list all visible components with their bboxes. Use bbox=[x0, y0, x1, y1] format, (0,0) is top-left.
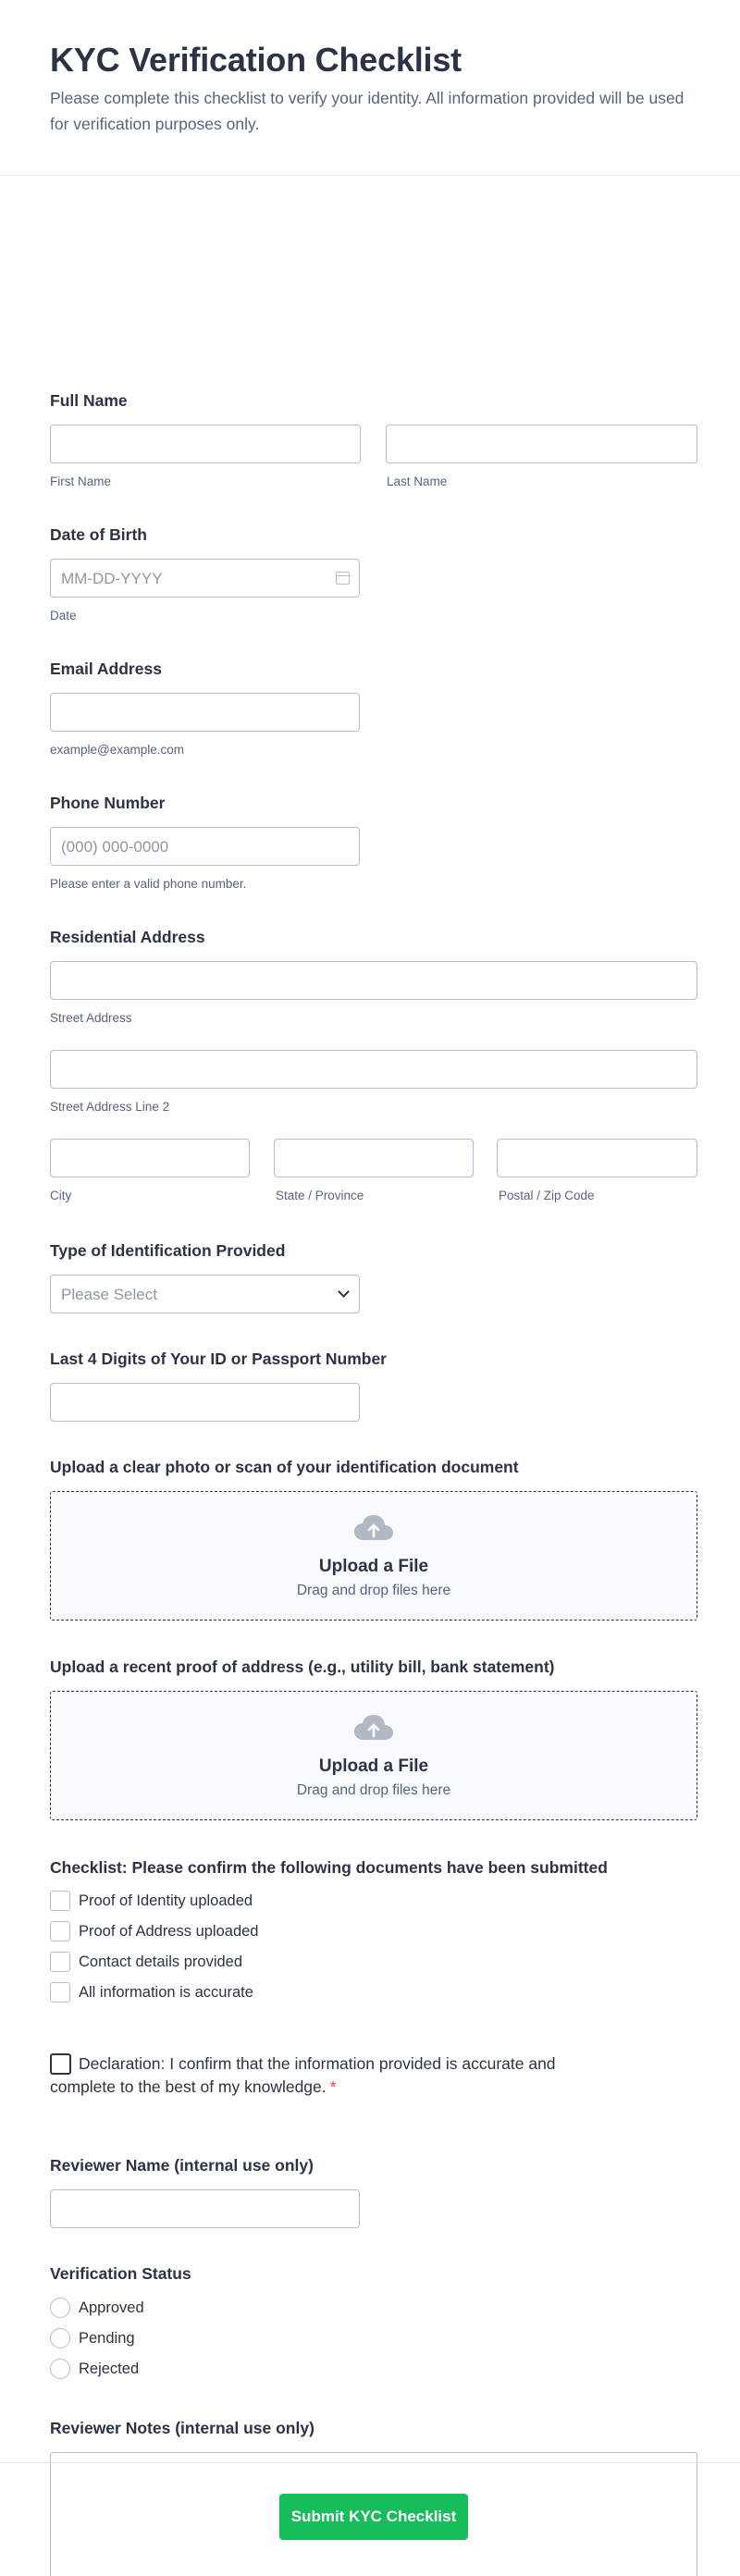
city-sublabel: City bbox=[50, 1189, 72, 1202]
street-address-line2-sublabel: Street Address Line 2 bbox=[50, 1100, 170, 1114]
declaration-text-block bbox=[50, 2052, 623, 2099]
status-option[interactable] bbox=[50, 2297, 144, 2319]
phone-placeholder: (000) 000-0000 bbox=[61, 838, 169, 856]
status-option[interactable] bbox=[50, 2358, 139, 2380]
checklist-item-label: Proof of Address uploaded bbox=[79, 1922, 259, 1940]
required-mark: * bbox=[329, 2077, 337, 2096]
id-type-placeholder: Please Select bbox=[61, 1286, 157, 1303]
state-input[interactable] bbox=[274, 1139, 474, 1177]
upload-address-label: Upload a recent proof of address (e.g., utility bill, bank statement) bbox=[50, 1658, 555, 1676]
upload-id-hint: Drag and drop files here bbox=[296, 1583, 451, 1598]
city-input[interactable] bbox=[50, 1139, 250, 1177]
upload-address-dropzone[interactable] bbox=[50, 1691, 697, 1820]
checklist-item-label: Contact details provided bbox=[79, 1953, 243, 1970]
upload-id-title: Upload a File bbox=[318, 1557, 429, 1576]
status-option-label: Pending bbox=[79, 2329, 135, 2347]
status-label: Verification Status bbox=[50, 2264, 191, 2283]
submit-button[interactable]: Submit KYC Checklist bbox=[279, 2494, 468, 2540]
last-name-input[interactable] bbox=[386, 425, 697, 463]
page-title: KYC Verification Checklist bbox=[50, 41, 462, 79]
email-input[interactable] bbox=[50, 693, 360, 732]
page-description: Please complete this checklist to verify your identity. All information provided will be used for verification purposes only. bbox=[50, 89, 684, 133]
dob-label: Date of Birth bbox=[50, 525, 147, 544]
checklist-item-label: All information is accurate bbox=[79, 1983, 253, 2001]
zip-sublabel: Postal / Zip Code bbox=[499, 1189, 595, 1202]
reviewer-name-label: Reviewer Name (internal use only) bbox=[50, 2156, 314, 2175]
upload-id-dropzone[interactable] bbox=[50, 1491, 697, 1621]
id-type-label: Type of Identification Provided bbox=[50, 1241, 286, 1260]
reviewer-notes-label: Reviewer Notes (internal use only) bbox=[50, 2419, 314, 2437]
upload-address-hint: Drag and drop files here bbox=[296, 1782, 451, 1798]
radio-button[interactable] bbox=[50, 2359, 70, 2379]
radio-button[interactable] bbox=[50, 2298, 70, 2318]
last4-input[interactable] bbox=[50, 1383, 360, 1422]
form-footer-divider bbox=[0, 2462, 740, 2463]
full-name-label: Full Name bbox=[50, 391, 128, 410]
checklist-item[interactable] bbox=[50, 1981, 253, 2003]
upload-id-label: Upload a clear photo or scan of your identification document bbox=[50, 1458, 519, 1476]
last4-label: Last 4 Digits of Your ID or Passport Number bbox=[50, 1350, 387, 1368]
checklist-item-label: Proof of Identity uploaded bbox=[79, 1892, 253, 1909]
street-address-line2-input[interactable] bbox=[50, 1050, 697, 1089]
phone-sublabel: Please enter a valid phone number. bbox=[50, 877, 247, 891]
phone-input[interactable] bbox=[50, 827, 360, 866]
checkbox[interactable] bbox=[50, 1891, 70, 1911]
cloud-upload-icon bbox=[353, 1714, 394, 1742]
street-address-input[interactable] bbox=[50, 961, 697, 1000]
checklist-label: Checklist: Please confirm the following documents have been submitted bbox=[50, 1858, 608, 1877]
form-header bbox=[0, 0, 740, 176]
first-name-input[interactable] bbox=[50, 425, 361, 463]
dob-sublabel: Date bbox=[50, 609, 77, 622]
status-option-label: Rejected bbox=[79, 2360, 140, 2377]
first-name-sublabel: First Name bbox=[50, 475, 112, 488]
email-sublabel: example@example.com bbox=[50, 743, 185, 757]
upload-address-title: Upload a File bbox=[318, 1756, 429, 1776]
zip-input[interactable] bbox=[497, 1139, 697, 1177]
id-type-select[interactable] bbox=[50, 1275, 360, 1313]
dob-placeholder: MM-DD-YYYY bbox=[61, 570, 163, 587]
address-label: Residential Address bbox=[50, 928, 205, 946]
checkbox[interactable] bbox=[50, 1982, 70, 2003]
state-sublabel: State / Province bbox=[276, 1189, 364, 1202]
last-name-sublabel: Last Name bbox=[387, 475, 448, 488]
cloud-upload-icon bbox=[353, 1514, 394, 1542]
status-option[interactable] bbox=[50, 2327, 135, 2349]
email-label: Email Address bbox=[50, 659, 162, 678]
reviewer-name-input[interactable] bbox=[50, 2189, 360, 2228]
declaration-text: Declaration: I confirm that the information provided is accurate and complete to the best of my knowledge. bbox=[50, 2054, 556, 2096]
checkbox[interactable] bbox=[50, 1921, 70, 1941]
checklist-item[interactable] bbox=[50, 1920, 258, 1942]
checklist-item[interactable] bbox=[50, 1890, 253, 1912]
checkbox[interactable] bbox=[50, 1952, 70, 1972]
status-option-label: Approved bbox=[79, 2299, 144, 2316]
chevron-down-icon bbox=[338, 1286, 350, 1298]
dob-input[interactable] bbox=[50, 559, 360, 598]
phone-label: Phone Number bbox=[50, 794, 166, 812]
radio-button[interactable] bbox=[50, 2328, 70, 2348]
checklist-item[interactable] bbox=[50, 1951, 242, 1973]
street-address-sublabel: Street Address bbox=[50, 1011, 132, 1025]
calendar-icon[interactable] bbox=[336, 572, 350, 585]
